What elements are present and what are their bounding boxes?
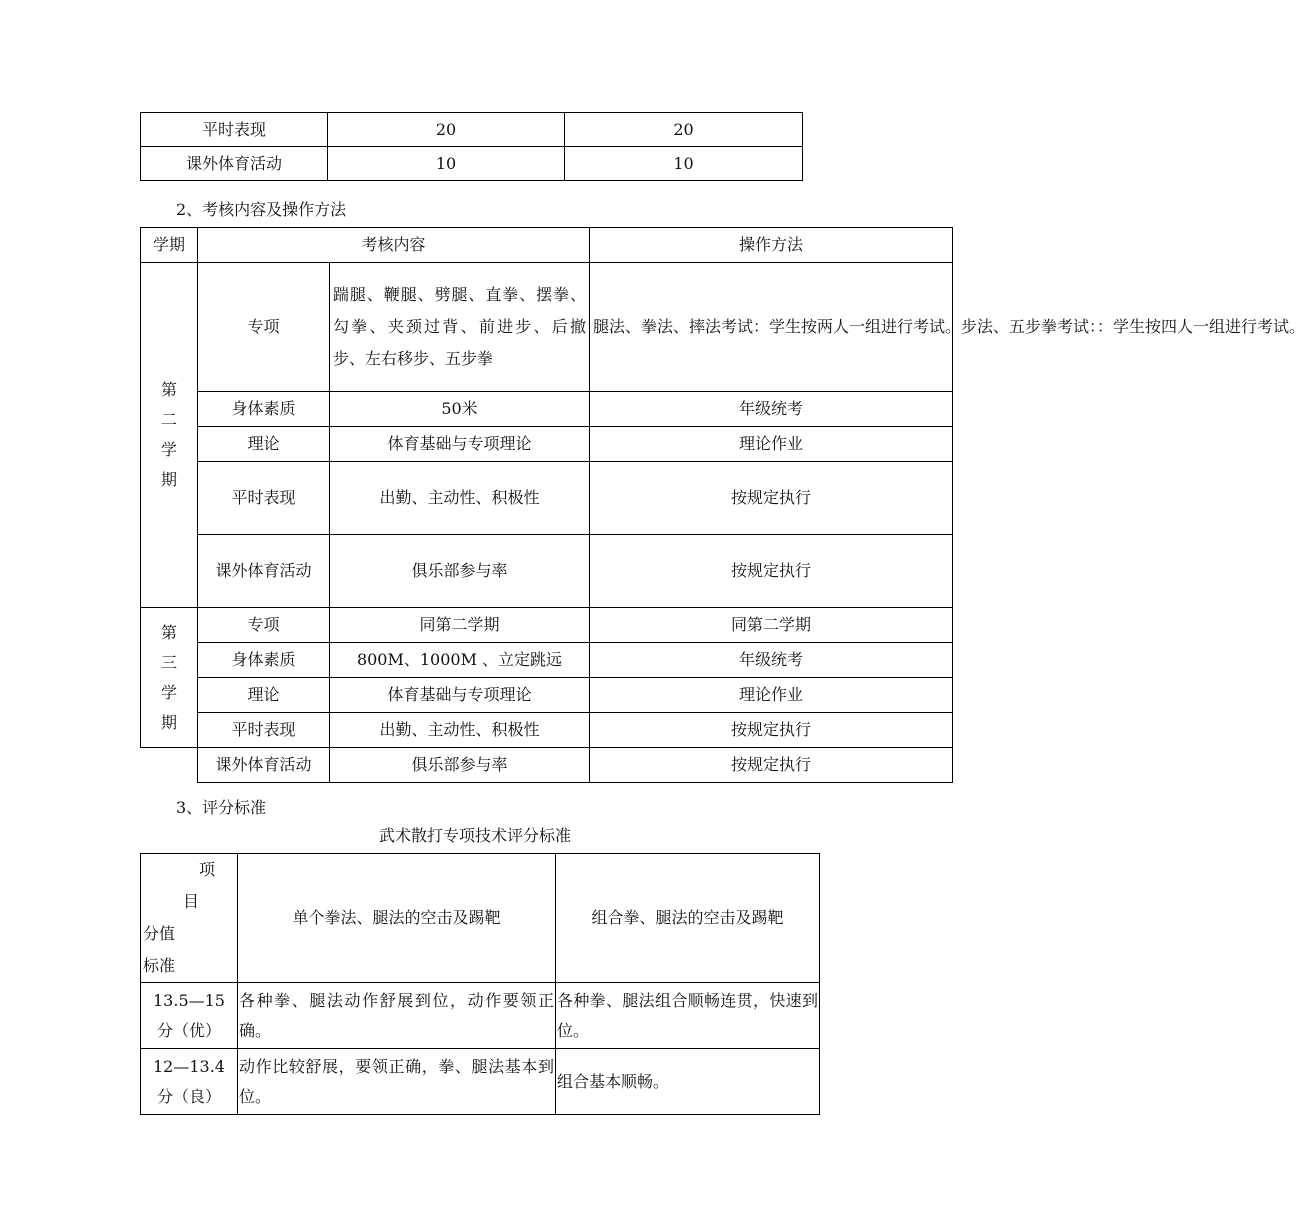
cell: 10	[565, 147, 803, 181]
corner-label: 标准	[143, 956, 176, 975]
content-cell: 出勤、主动性、积极性	[330, 462, 590, 535]
method-cell: 按规定执行	[590, 748, 953, 783]
assessment-table	[140, 227, 1305, 783]
table-row	[141, 854, 820, 983]
standard-cell: 各种拳、腿法动作舒展到位，动作要领正确。	[238, 983, 556, 1049]
standard-cell: 动作比较舒展，要领正确，拳、腿法基本到位。	[238, 1049, 556, 1115]
semester-char: 三	[160, 652, 177, 672]
standard-cell: 各种拳、腿法组合顺畅连贯，快速到位。	[556, 983, 820, 1049]
table-row	[141, 147, 803, 181]
cell: 20	[328, 113, 565, 147]
score-cell	[141, 983, 238, 1049]
method-cell: 按规定执行	[590, 713, 953, 748]
item-cell: 平时表现	[198, 713, 330, 748]
score-grade: 分（优）	[156, 1020, 221, 1040]
method-cell: 按规定执行	[590, 535, 953, 608]
content-cell: 50米	[330, 392, 590, 427]
semester-char: 第	[160, 622, 177, 642]
score-weight-table	[140, 112, 803, 181]
section-heading: 3、评分标准	[176, 798, 267, 817]
table-row	[141, 608, 953, 643]
method-cell: 腿法、拳法、摔法考试：学生按两人一组进行考试。步法、五步拳考试：：学生按四人一组进行考试。	[590, 263, 953, 392]
semester-char: 学	[160, 440, 177, 459]
table-row	[141, 427, 953, 462]
item-cell: 身体素质	[198, 643, 330, 678]
header-cell: 考核内容	[198, 228, 590, 263]
table-row	[141, 228, 953, 263]
method-cell: 理论作业	[590, 427, 953, 462]
table-row	[141, 643, 953, 678]
item-cell: 课外体育活动	[198, 748, 330, 783]
table-row	[141, 983, 820, 1049]
table-row	[141, 392, 953, 427]
item-cell: 理论	[198, 427, 330, 462]
corner-header-cell	[141, 854, 238, 983]
section-heading: 2、考核内容及操作方法	[176, 200, 347, 219]
standard-cell: 组合基本顺畅。	[556, 1049, 820, 1115]
semester-char: 期	[160, 712, 177, 732]
method-cell: 理论作业	[590, 678, 953, 713]
table-row	[141, 462, 953, 535]
table-row	[141, 748, 953, 783]
table-title: 武术散打专项技术评分标准	[378, 826, 571, 845]
content-cell: 踹腿、鞭腿、劈腿、直拳、摆拳、勾拳、夹颈过背、前进步、后撤步、左右移步、五步拳	[330, 263, 590, 392]
cell: 10	[328, 147, 565, 181]
corner-label: 分值	[143, 924, 176, 943]
content-cell: 出勤、主动性、积极性	[330, 713, 590, 748]
scoring-standard-table	[140, 853, 820, 1115]
method-cell: 年级统考	[590, 392, 953, 427]
corner-label: 项	[198, 860, 215, 879]
score-cell	[141, 1049, 238, 1115]
semester-cell	[141, 263, 198, 608]
header-cell: 操作方法	[590, 228, 953, 263]
header-cell: 组合拳、腿法的空击及踢靶	[556, 854, 820, 983]
content-cell: 800M、1000M 、立定跳远	[330, 643, 590, 678]
content-cell: 体育基础与专项理论	[330, 427, 590, 462]
cell: 20	[565, 113, 803, 147]
item-cell: 专项	[198, 608, 330, 643]
table-row	[141, 263, 953, 392]
header-cell: 学期	[141, 228, 198, 263]
semester-char: 二	[160, 410, 177, 429]
content-cell: 俱乐部参与率	[330, 748, 590, 783]
content-cell: 体育基础与专项理论	[330, 678, 590, 713]
semester-char: 第	[160, 380, 177, 399]
empty-cell	[141, 748, 198, 783]
item-cell: 平时表现	[198, 462, 330, 535]
method-cell: 年级统考	[590, 643, 953, 678]
semester-char: 期	[160, 470, 177, 489]
item-cell: 课外体育活动	[198, 535, 330, 608]
score-range: 13.5—15	[153, 990, 225, 1010]
item-cell: 身体素质	[198, 392, 330, 427]
content-cell: 同第二学期	[330, 608, 590, 643]
semester-cell	[141, 608, 198, 748]
table-row	[141, 713, 953, 748]
method-cell: 同第二学期	[590, 608, 953, 643]
item-cell: 专项	[198, 263, 330, 392]
header-cell: 单个拳法、腿法的空击及踢靶	[238, 854, 556, 983]
table-row	[141, 535, 953, 608]
cell: 平时表现	[141, 113, 328, 147]
table-row	[141, 1049, 820, 1115]
cell: 课外体育活动	[141, 147, 328, 181]
content-cell: 俱乐部参与率	[330, 535, 590, 608]
table-row	[141, 678, 953, 713]
semester-char: 学	[160, 682, 177, 702]
method-cell: 按规定执行	[590, 462, 953, 535]
score-grade: 分（良）	[156, 1086, 221, 1106]
score-range: 12—13.4	[153, 1056, 225, 1076]
item-cell: 理论	[198, 678, 330, 713]
table-row	[141, 113, 803, 147]
corner-label: 目	[182, 892, 199, 911]
